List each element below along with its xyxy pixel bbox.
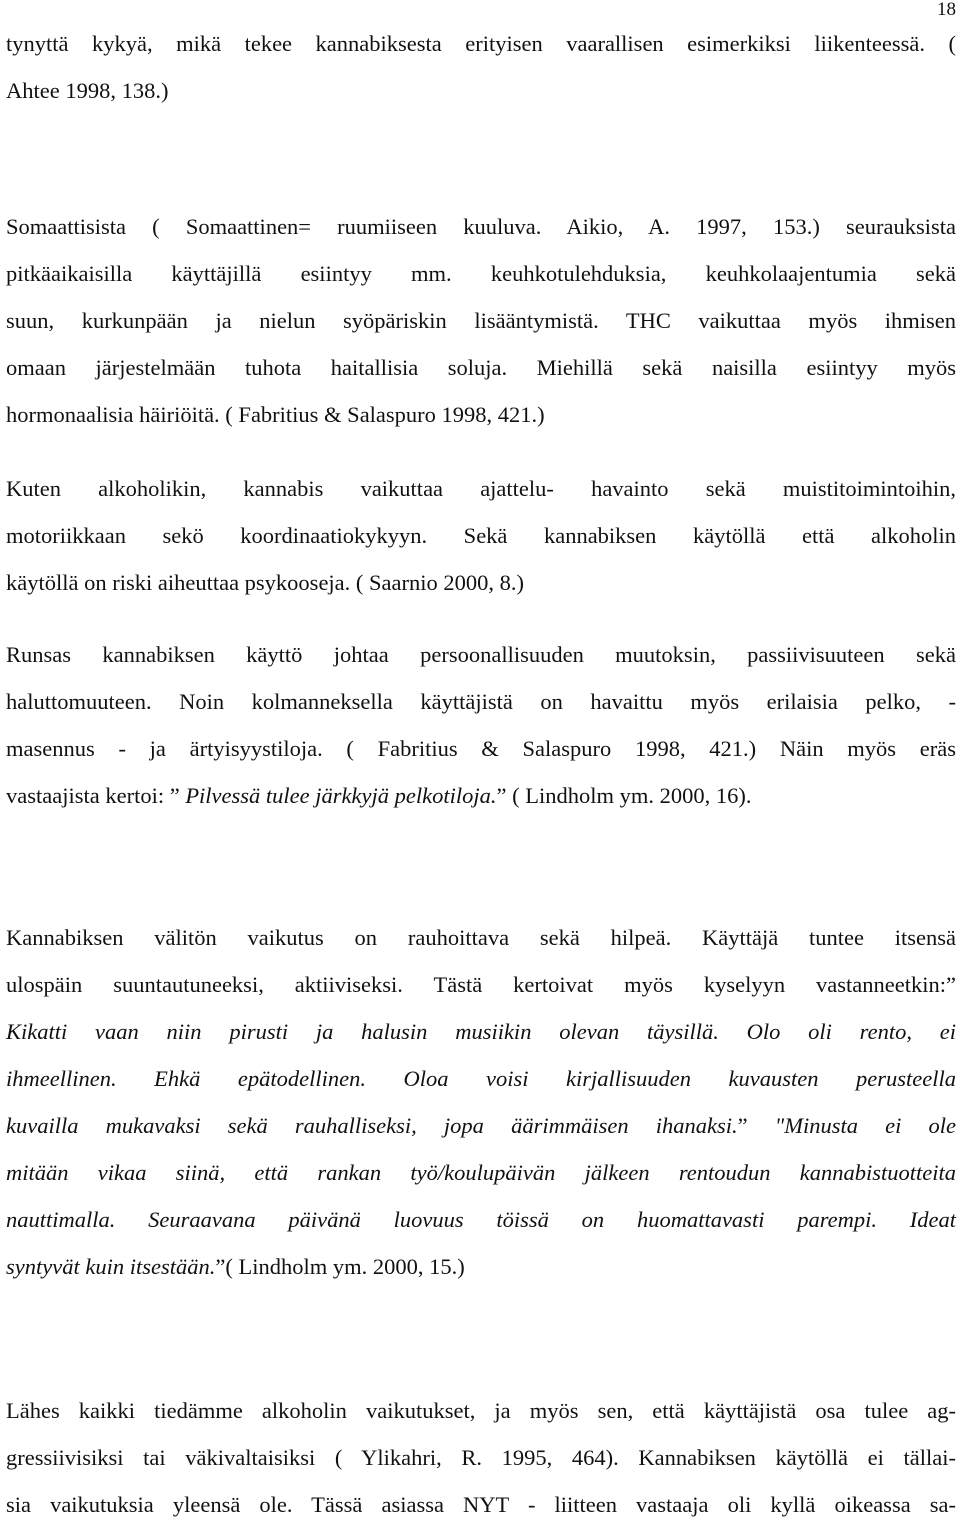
text-segment: gressiivisiksi tai väkivaltaisiksi ( Ylikahri, R. 1995, 464). Kannabiksen käytöllä ei tällai-: [6, 1445, 956, 1470]
text-segment: haluttomuuteen. Noin kolmanneksella käyttäjistä on havaittu myös erilaisia pelko, -: [6, 689, 956, 714]
text-line: [6, 203, 956, 250]
text-line: [6, 1055, 956, 1102]
text-line: [6, 1434, 956, 1481]
text-segment: Somaattisista ( Somaattinen= ruumiiseen kuuluva. Aikio, A. 1997, 153.) seurauksista: [6, 214, 956, 239]
text-line: [6, 250, 956, 297]
text-line: [6, 1196, 956, 1243]
text-segment: vastaajista kertoi: ”: [6, 783, 186, 808]
quoted-text-segment: kuvailla mukavaksi sekä rauhalliseksi, jopa äärimmäisen ihanaksi.: [6, 1113, 738, 1138]
text-line: [6, 725, 956, 772]
text-segment: ”( Lindholm ym. 2000, 15.): [215, 1254, 465, 1279]
text-segment: Kannabiksen välitön vaikutus on rauhoittava sekä hilpeä. Käyttäjä tuntee itsensä: [6, 925, 956, 950]
quoted-text-segment: ihmeellinen. Ehkä epätodellinen. Oloa voisi kirjallisuuden kuvausten perusteella: [6, 1066, 956, 1091]
quoted-text-segment: mitään vikaa siinä, että rankan työ/koulupäivän jälkeen rentoudun kannabistuotteita: [6, 1160, 956, 1185]
text-segment: hormonaalisia häiriöitä. ( Fabritius & Salaspuro 1998, 421.): [6, 402, 545, 427]
text-line: [6, 20, 956, 67]
text-line: [6, 914, 956, 961]
text-segment: masennus - ja ärtyisyystiloja. ( Fabritius & Salaspuro 1998, 421.) Näin myös eräs: [6, 736, 956, 761]
page-number: 18: [937, 0, 956, 20]
text-segment: Lähes kaikki tiedämme alkoholin vaikutukset, ja myös sen, että käyttäjistä osa tulee ag-: [6, 1398, 956, 1423]
text-line: [6, 391, 956, 438]
paragraph-cognitive-effects: [6, 465, 956, 606]
text-line: [6, 512, 956, 559]
text-segment: motoriikkaan sekö koordinaatiokykyyn. Sekä kannabiksen käytöllä että alkoholin: [6, 523, 956, 548]
text-line: [6, 772, 956, 819]
text-segment: käytöllä on riski aiheuttaa psykooseja. ( Saarnio 2000, 8.): [6, 570, 525, 595]
text-segment: suun, kurkunpään ja nielun syöpäriskin lisääntymistä. THC vaikuttaa myös ihmisen: [6, 308, 956, 333]
text-line: [6, 678, 956, 725]
text-line: [6, 344, 956, 391]
text-segment: ”: [737, 1113, 775, 1138]
text-line: [6, 1149, 956, 1196]
paragraph-somatic-effects: [6, 203, 956, 438]
text-segment: Ahtee 1998, 138.): [6, 78, 169, 103]
text-line: [6, 1243, 956, 1290]
paragraph-immediate-effects: [6, 914, 956, 1290]
paragraph-aggression-comparison: [6, 1387, 956, 1528]
text-line: [6, 1387, 956, 1434]
paragraph-cannabis-traffic-danger: [6, 20, 956, 114]
text-segment: ulospäin suuntautuneeksi, aktiiviseksi. Tästä kertoivat myös kyselyyn vastanneetkin:”: [6, 972, 956, 997]
text-line: [6, 297, 956, 344]
text-segment: omaan järjestelmään tuhota haitallisia soluja. Miehillä sekä naisilla esiintyy myös: [6, 355, 956, 380]
quoted-text-segment: "Minusta ei ole: [774, 1113, 956, 1138]
text-line: [6, 1481, 956, 1528]
text-segment: Runsas kannabiksen käyttö johtaa persoonallisuuden muutoksin, passiivisuuteen sekä: [6, 642, 956, 667]
text-segment: ” ( Lindholm ym. 2000, 16).: [496, 783, 752, 808]
text-line: [6, 961, 956, 1008]
text-segment: pitkäaikaisilla käyttäjillä esiintyy mm. keuhkotulehduksia, keuhkolaajentumia sekä: [6, 261, 956, 286]
text-line: [6, 1102, 956, 1149]
text-line: [6, 631, 956, 678]
text-line: [6, 465, 956, 512]
paragraph-personality-changes: [6, 631, 956, 819]
text-line: [6, 1008, 956, 1055]
quoted-text-segment: Kikatti vaan niin pirusti ja halusin musiikin olevan täysillä. Olo oli rento, ei: [6, 1019, 956, 1044]
text-line: [6, 67, 956, 114]
quoted-text-segment: nauttimalla. Seuraavana päivänä luovuus töissä on huomattavasti parempi. Ideat: [6, 1207, 956, 1232]
text-segment: Kuten alkoholikin, kannabis vaikuttaa ajattelu- havainto sekä muistitoimintoihin,: [6, 476, 956, 501]
quoted-text-segment: syntyvät kuin itsestään.: [6, 1254, 216, 1279]
text-segment: tynyttä kykyä, mikä tekee kannabiksesta erityisen vaarallisen esimerkiksi liikenteessä. (: [6, 31, 956, 56]
text-segment: sia vaikutuksia yleensä ole. Tässä asiassa NYT - liitteen vastaaja oli kyllä oikeassa sa-: [6, 1492, 956, 1517]
quoted-text-segment: Pilvessä tulee järkkyjä pelkotiloja.: [185, 783, 497, 808]
text-line: [6, 559, 956, 606]
